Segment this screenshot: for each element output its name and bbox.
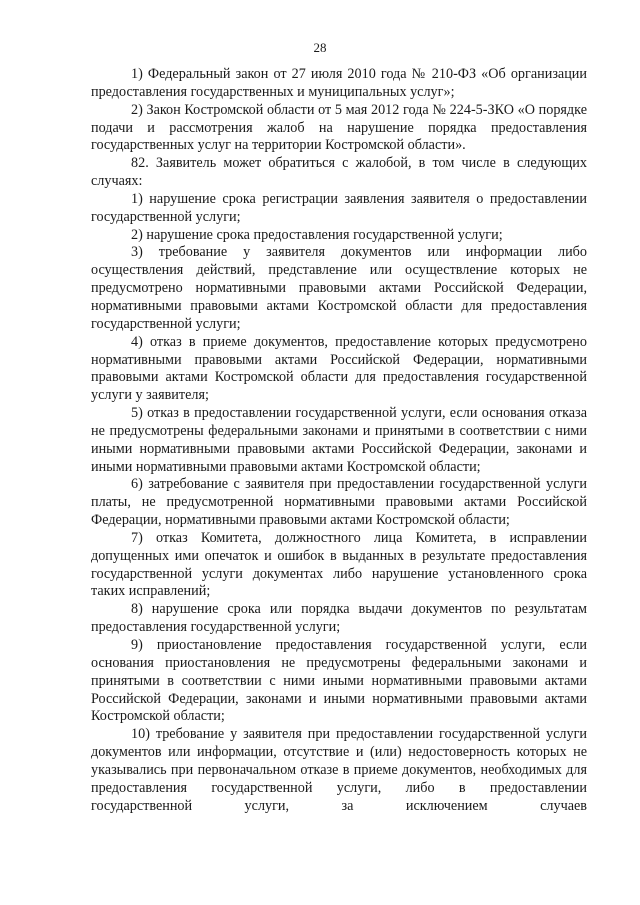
paragraph-82-intro: 82. Заявитель может обратиться с жалобой, в том числе в следующих случаях: <box>91 155 587 190</box>
list-item-7: 7) отказ Комитета, должностного лица Комитета, в исправлении допущенных ими опечаток и ошибок в выданных в результате предоставления государственной услуги документах либо нарушение установленного срока таких исправлений; <box>91 529 587 600</box>
paragraph-law-224: 2) Закон Костромской области от 5 мая 2012 года № 224-5-ЗКО «О порядке подачи и рассмотрения жалоб на нарушение порядка предоставления государственных услуг на территории Костромской области». <box>91 101 587 154</box>
document-body <box>91 66 587 815</box>
paragraph-law-210: 1) Федеральный закон от 27 июля 2010 года № 210-ФЗ «Об организации предоставления государственных и муниципальных услуг»; <box>91 66 587 100</box>
list-item-5: 5) отказ в предоставлении государственной услуги, если основания отказа не предусмотрены федеральными законами и принятыми в соответствии с ними иными нормативными правовыми актами Российской Федерации, законами и иными нормативными правовыми актами Костромской области; <box>91 405 587 475</box>
list-item-2: 2) нарушение срока предоставления государственной услуги; <box>131 226 503 243</box>
page-number: 28 <box>313 40 327 55</box>
list-item-4: 4) отказ в приеме документов, предоставление которых предусмотрено нормативными правовыми актами Российской Федерации, нормативными правовыми актами Костромской области для предоставления государственной услуги у заявителя; <box>91 333 587 404</box>
list-item-8: 8) нарушение срока или порядка выдачи документов по результатам предоставления государственной услуги; <box>91 601 587 636</box>
list-item-10: 10) требование у заявителя при предоставлении государственной услуги документов или информации, отсутствие и (или) недостоверность которых не указывались при первоначальном отказе в приеме документов, необходимых для предоставления государственной услуги, либо в предоставлении государственной услуги, за исключением случаев <box>91 726 587 814</box>
list-item-1: 1) нарушение срока регистрации заявления заявителя о предоставлении государственной услуги; <box>91 190 587 225</box>
list-item-9: 9) приостановление предоставления государственной услуги, если основания приостановления не предусмотрены федеральными законами и принятыми в соответствии с ними иными нормативными правовыми актами Российской Федерации, законами и иными нормативными правовыми актами Костромской области; <box>91 637 587 725</box>
list-item-3: 3) требование у заявителя документов или информации либо осуществления действий, представление или осуществление которых не предусмотрено нормативными правовыми актами Российской Федерации, нормативными правовыми актами Костромской области для предоставления государственной услуги; <box>91 244 587 332</box>
list-item-6: 6) затребование с заявителя при предоставлении государственной услуги платы, не предусмотренной нормативными правовыми актами Российской Федерации, нормативными правовыми актами Костромской области; <box>91 476 587 529</box>
